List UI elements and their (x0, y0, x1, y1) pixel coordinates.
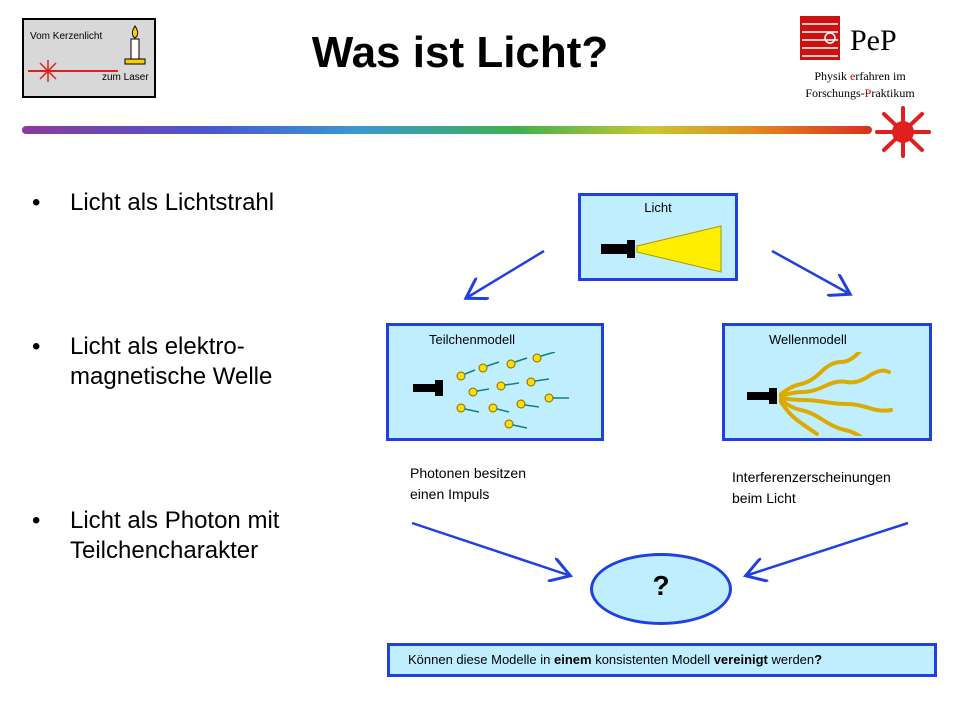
bullet-text: Licht als Lichtstrahl (70, 189, 275, 216)
laser-burst-icon (872, 104, 934, 160)
caption-teilchen-line2: einen Impuls (410, 486, 490, 502)
caption-wellen-line1: Interferenzerscheinungen (732, 469, 891, 485)
page-title: Was ist Licht? (311, 28, 609, 77)
bottom-question-part-5: ? (814, 652, 823, 667)
panel-teilchenmodell (386, 323, 604, 441)
bottom-question-part-2: konsistenten Modell (591, 652, 714, 667)
panel-licht (578, 193, 738, 281)
brand-subtitle-line2 (780, 85, 940, 102)
panel-wellenmodell (722, 323, 932, 441)
brand-sub2-part-0: Forschungs- (805, 86, 865, 100)
arrow-to-wellen (772, 251, 848, 293)
bottom-question-part-4: werden (767, 652, 815, 667)
question-mark: ? (652, 570, 670, 601)
panel-wellen-label: Wellenmodell (769, 332, 847, 347)
brand-subtitle-line1 (780, 68, 940, 85)
wave-model-icon (743, 352, 923, 436)
brand-sub1-part-2: rfahren im (855, 69, 906, 83)
arrow-left-to-question (412, 523, 568, 575)
arrow-to-teilchen (468, 251, 544, 297)
brand-subtitle (780, 68, 940, 102)
light-models-diagram (380, 185, 940, 685)
bottom-question-part-3: vereinigt (713, 652, 768, 667)
university-logo-icon (800, 16, 840, 60)
bottom-question-part-1: einem (554, 652, 592, 667)
panel-teilchen-label: Teilchenmodell (429, 332, 515, 347)
logo-kerzenlicht-laser (22, 18, 156, 98)
question-ellipse (590, 553, 732, 625)
brand-sub2-part-1: P (864, 86, 872, 100)
brand-sub2-part-2: raktikum (871, 86, 915, 100)
rainbow-divider (22, 126, 872, 134)
brand-sub1-part-1: e (850, 69, 856, 83)
candle-icon (120, 24, 150, 66)
logo-line2: zum Laser (102, 72, 149, 83)
bullet-text: Licht als elektro-magnetische Welle (70, 333, 273, 390)
bottom-question-part-0: Können diese Modelle in (408, 652, 554, 667)
bullet-text: Licht als Photon mit Teilchencharakter (70, 507, 280, 564)
brand-pep: PeP (850, 24, 897, 57)
particle-model-icon (409, 352, 599, 436)
logo-line1: Vom Kerzenlicht (30, 31, 103, 42)
caption-wellen-line2: beim Licht (732, 490, 796, 506)
bullet-marker: • (32, 507, 41, 534)
arrow-right-to-question (748, 523, 908, 575)
caption-wellen (732, 467, 891, 509)
bullet-marker: • (32, 189, 41, 216)
brand-sub1-part-0: Physik (814, 69, 851, 83)
unification-question-box (387, 643, 937, 677)
flashlight-beam-icon (597, 224, 727, 276)
bullet-marker: • (32, 333, 41, 360)
panel-licht-label: Licht (644, 200, 672, 215)
caption-teilchen (410, 463, 526, 505)
caption-teilchen-line1: Photonen besitzen (410, 465, 526, 481)
